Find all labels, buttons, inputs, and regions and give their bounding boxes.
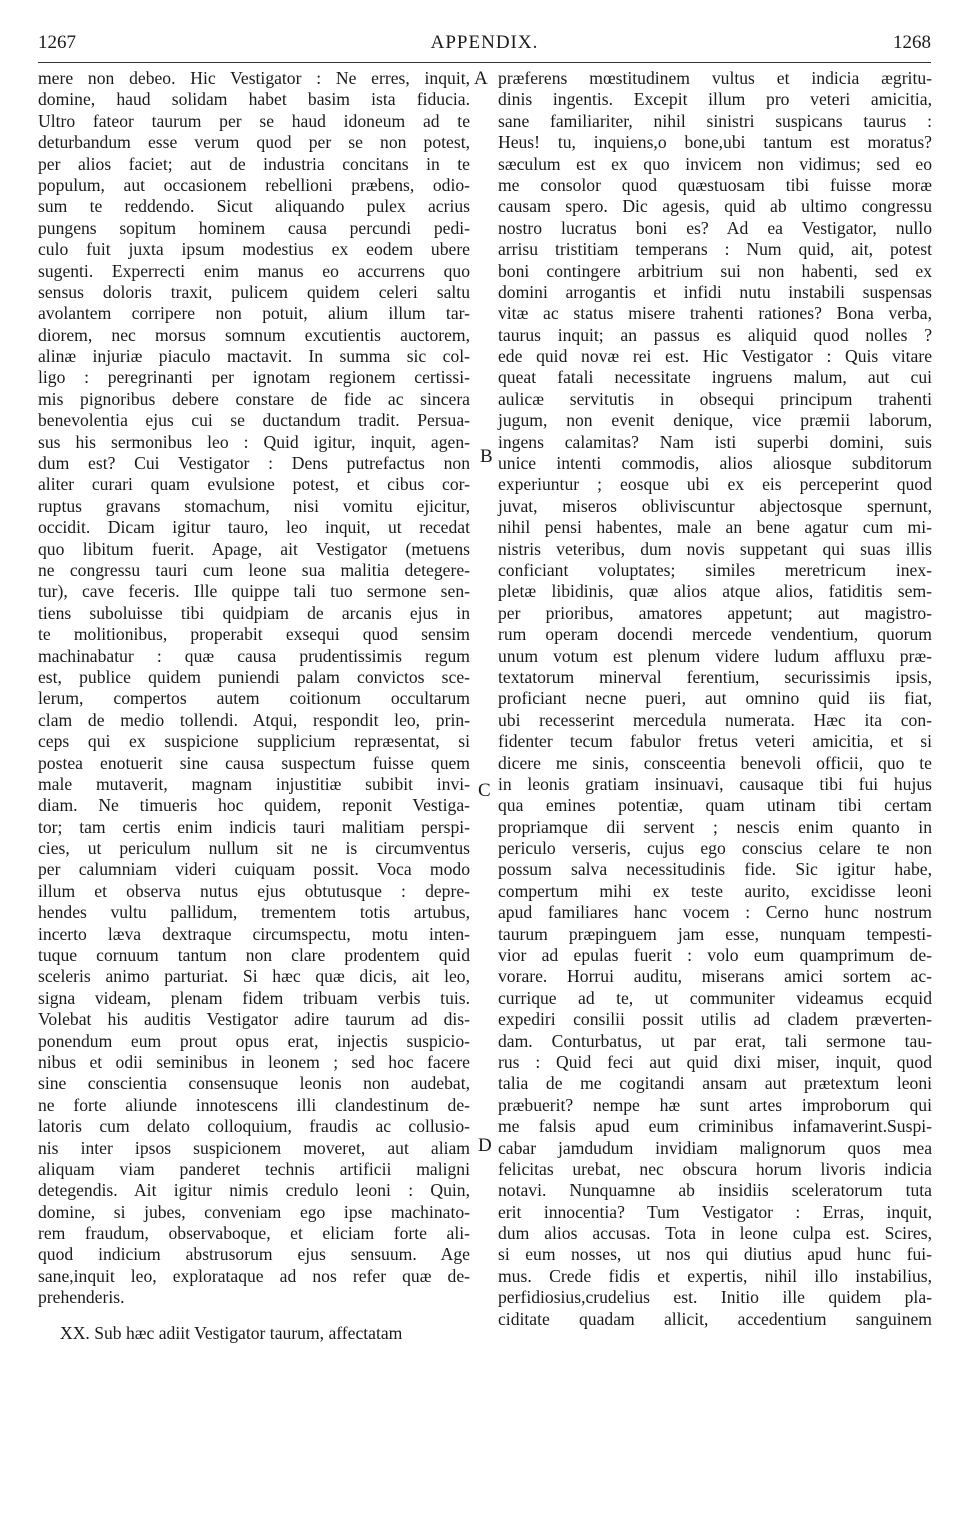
text-line: proficiant necne pueri, aut omnino quid iis fiat, [498,688,932,709]
text-line: præferens mœstitudinem vultus et indicia ægritu- [498,68,932,88]
text-line: te molitionibus, properabit exsequi quod sensim [38,624,470,645]
header-rule [38,62,931,63]
right-column [498,68,932,1330]
margin-marker-a: A [474,68,488,89]
text-line: vior ad epulas fuerit : volo eum quamprimum de- [498,945,932,966]
text-line: vitæ ac status misere trahenti rationes? Bona verba, [498,303,932,324]
margin-marker-b: B [480,446,493,467]
text-line: Volebat his auditis Vestigator adire taurum ad dis- [38,1009,470,1030]
text-line: postea enotuerit sine causa suspectum fuisse quem [38,752,470,773]
section-gap [38,1309,470,1323]
text-line: erit innocentia? Tum Vestigator : Erras, inquit, [498,1201,932,1222]
text-line: domine, haud solidam habet basim ista fiducia. [38,89,470,110]
text-line: mis pignoribus debere constare de fide ac sincera [38,388,470,409]
text-line: notavi. Nunquamne ab insidiis sceleratorum tuta [498,1180,932,1201]
text-line: populum, aut occasionem rebellioni præbens, odio- [38,174,470,195]
text-line: sine conscientia consensuque leonis non audebat, [38,1073,470,1094]
text-line: si eum nosses, ut nos qui diutius apud hunc fui- [498,1244,932,1265]
text-line: in leonis gratiam insinuavi, causaque tibi fui hujus [498,773,932,794]
text-line: conficiant voluptates; similes meretricum inex- [498,559,932,580]
text-line: mere non debeo. Hic Vestigator : Ne erres, inquit, [38,68,470,88]
section-start-line: XX. Sub hæc adiit Vestigator taurum, affectatam [60,1322,403,1343]
text-line: ubi recesserint mercedula numerata. Hæc ita con- [498,709,932,730]
text-line: rum operam docendi mercede vendentium, quorum [498,624,932,645]
text-line: ponendum eum prout opus erat, injectis suspicio- [38,1030,470,1051]
text-line: aliquam viam panderet technis artificii maligni [38,1158,470,1179]
text-line: per prioribus, amatores appetunt; aut magistro- [498,602,932,623]
text-line: me falsis apud eum criminibus infamaverint.Suspi- [498,1116,932,1137]
text-line: nostro lucratus boni es? Ad ea Vestigator, nullo [498,217,932,238]
text-line: ligo : peregrinanti per ignotam regionem certissi- [38,367,470,388]
text-line: nibus et odii seminibus in leonem ; sed hoc facere [38,1051,470,1072]
text-line: rus : Quid feci aut quid dixi miser, inquit, quod [498,1051,932,1072]
margin-marker-c: C [478,780,491,801]
text-line: præbuerit? nempe hæ sunt artes improborum qui [498,1094,932,1115]
text-line: apud familiares hanc vocem : Cerno hunc nostrum [498,902,932,923]
text-line: qua emines potentiæ, quam utinam tibi certam [498,795,932,816]
text-line: sensus doloris traxit, pulicem quidem celeri saltu [38,281,470,302]
text-line: aliter curari quam evulsione potest, et cibus cor- [38,474,470,495]
text-line: dicere me sinis, consceentia benevoli officii, quo te [498,752,932,773]
text-line: nis inter ipsos suspicionem moveret, aut aliam [38,1137,470,1158]
text-line: pungens sopitum hominem causa percundi pedi- [38,217,470,238]
left-column [38,68,470,1344]
text-line: hendes vultu pallidum, trementem totis artubus, [38,902,470,923]
text-line: machinabatur : quæ causa prudentissimis regum [38,645,470,666]
text-line: unum votum est plenum videre ludum affluxu præ- [498,645,932,666]
text-line: incerto læva dextraque circumspectu, motu inten- [38,923,470,944]
text-line: diorem, nec morsus somnum excutientis auctorem, [38,324,470,345]
text-line: possum salva necessitudinis fide. Sic igitur habe, [498,859,932,880]
text-line: sugenti. Experrecti enim manus eo accurrens quo [38,260,470,281]
text-line: me consolor quod quæstuosam tibi fuisse moræ [498,174,932,195]
text-line: currique ad te, ut communiter videamus ecquid [498,987,932,1008]
text-line: tur), cave feceris. Ille quippe tali tuo sermone sen- [38,581,470,602]
text-line: ingens calamitas? Nam isti superbi domini, suis [498,431,932,452]
page-number-left: 1267 [38,32,76,53]
text-line: occidit. Dicam igitur tauro, leo inquit, ut recedat [38,517,470,538]
text-line: periculo verseris, cujus ego conscius celare te non [498,838,932,859]
text-line: taurum præpinguem jam esse, nunquam tempesti- [498,923,932,944]
text-line: dum est? Cui Vestigator : Dens putrefactus non [38,453,470,474]
text-line: sæculum est ex quo invicem non vidimus; sed eo [498,153,932,174]
text-line: felicitas urebat, nec obscura horum livoris indicia [498,1158,932,1179]
page-number-right: 1268 [893,32,931,53]
text-line: Heus! tu, inquiens,o bone,ubi tantum est moratus? [498,132,932,153]
text-line: sane,inquit leo, explorataque ad nos refer quæ de- [38,1265,470,1286]
text-line: causam spero. Dic agesis, quid ab ultimo congressu [498,196,932,217]
text-line: fidenter tecum fabulor fretus veteri amicitia, et si [498,731,932,752]
text-line: signa videam, plenam fidem tribuam verbis tuis. [38,987,470,1008]
text-line: experiuntur ; eosque ubi ex eis perceperint quod [498,474,932,495]
text-line: arrisu tristitiam temperans : Num quid, ait, potest [498,239,932,260]
text-line: diam. Ne timueris hoc quidem, reponit Vestiga- [38,795,470,816]
text-line: rem fraudum, observaboque, et eliciam forte ali- [38,1223,470,1244]
text-line: nistris veteribus, dum novis suppetant qui suas illis [498,538,932,559]
text-line: cies, ut periculum nullum sit ne is circumventus [38,838,470,859]
text-line: sus his sermonibus leo : Quid igitur, inquit, agen- [38,431,470,452]
text-line: sane familiariter, nihil sinistri suspicans taurus : [498,110,932,131]
text-line: textatorum minerval ferentium, securissimis ipsis, [498,666,932,687]
text-line: mus. Crede fidis et expertis, nihil illo instabilius, [498,1265,932,1286]
text-line: Ultro fateor taurum per se haud idoneum ad te [38,110,470,131]
text-line: unice intenti commodis, alios aliosque subditorum [498,453,932,474]
text-line: dam. Conturbatus, ut par erat, tali sermone tau- [498,1030,932,1051]
text-line: dum alios accusas. Tota in leone culpa est. Scires, [498,1223,932,1244]
text-line: juvat, miseros obliviscuntur abjectosque spernunt, [498,495,932,516]
text-line: domini arrogantis et infidi nutu instabili suspensas [498,281,932,302]
margin-marker-d: D [478,1135,492,1156]
text-line: dinis ingentis. Excepit illum pro veteri amicitia, [498,89,932,110]
text-line: cabar jamdudum invidiam malignorum quos mea [498,1137,932,1158]
running-title: APPENDIX. [430,32,539,53]
text-line: aulicæ servitutis in obsequi principum trahenti [498,388,932,409]
text-line: ceps qui ex suspicione supplicium repræsentat, si [38,731,470,752]
text-line: tor; tam certis enim indicis tauri malitiam perspi- [38,816,470,837]
text-line: ne forte aliunde innotescens illi clandestinum de- [38,1094,470,1115]
text-line: ede quid novæ rei est. Hic Vestigator : Quis vitare [498,346,932,367]
text-line: per calumniam videri cuiquam possit. Voca modo [38,859,470,880]
text-line: detegendis. Ait igitur nimis credulo leoni : Quin, [38,1180,470,1201]
text-line: alinæ injuriæ piaculo mactavit. In summa sic col- [38,346,470,367]
text-line: culo fuit juxta ipsum modestius ex eodem ubere [38,239,470,260]
text-line: talia de me cogitandi ansam aut prætextum leoni [498,1073,932,1094]
text-line: male mutaverit, magnam injustitiæ subibit invi- [38,773,470,794]
text-line: benevolentia ejus cui se ductandum tradit. Persua- [38,410,470,431]
text-line: propriamque dii servent ; nescis enim quanto in [498,816,932,837]
text-line: ruptus gravans stomachum, nisi vomitu ejicitur, [38,495,470,516]
text-line: clam de medio tollendi. Atqui, respondit leo, prin- [38,709,470,730]
text-line: vorare. Horrui auditu, miserans amici sortem ac- [498,966,932,987]
text-line: avolantem corripere non potuit, alium illum tar- [38,303,470,324]
text-line: tiens suboluisse tibi quidpiam de arcanis ejus in [38,602,470,623]
text-line: taurus inquit; an passus es aliquid quod nolles ? [498,324,932,345]
text-line: boni contingere arbitrium sui non habenti, sed ex [498,260,932,281]
text-line: deturbandum esse verum quod per se non potest, [38,132,470,153]
text-line: lerum, compertos autem coitionum occultarum [38,688,470,709]
text-line: ciditate quadam allicit, accedentium sanguinem [498,1308,932,1329]
text-line: pletæ libidinis, quæ alios atque alios, fatiditis sem- [498,581,932,602]
text-line: est, publice quidem puniendi palam convictos sce- [38,666,470,687]
text-line: compertum mihi ex teste aurito, excidisse leoni [498,880,932,901]
text-line: latoris cum delato colloquium, fraudis ac collusio- [38,1116,470,1137]
text-line: tuque cornuum tantum non clare prodentem quid [38,945,470,966]
text-line: sceleris animo parturiat. Si hæc quæ dicis, ait leo, [38,966,470,987]
text-line: domine, si jubes, conveniam ego ipse machinato- [38,1201,470,1222]
text-line: quo libitum fuerit. Apage, ait Vestigator (metuens [38,538,470,559]
text-line: quod indicium abstrusorum ejus sensuum. Age [38,1244,470,1265]
text-line: jugum, non evenit denique, vice præmii laborum, [498,410,932,431]
text-line: prehenderis. [38,1287,125,1308]
text-line: ne congressu tauri cum leone sua malitia detegere- [38,559,470,580]
running-header [38,32,931,58]
text-line: queat fatali necessitate ingruens malum, aut cui [498,367,932,388]
text-line: perfidiosius,crudelius est. Initio ille quidem pla- [498,1287,932,1308]
text-line: expediri consilii possit utilis ad cladem præverten- [498,1009,932,1030]
text-line: sum te reddendo. Sicut aliquando pulex acrius [38,196,470,217]
text-line: per alios faciet; aut de industria concitans in te [38,153,470,174]
text-line: illum et observa nutus ejus obtutusque : depre- [38,880,470,901]
text-line: nihil pensi habentes, male an bene agatur cum mi- [498,517,932,538]
